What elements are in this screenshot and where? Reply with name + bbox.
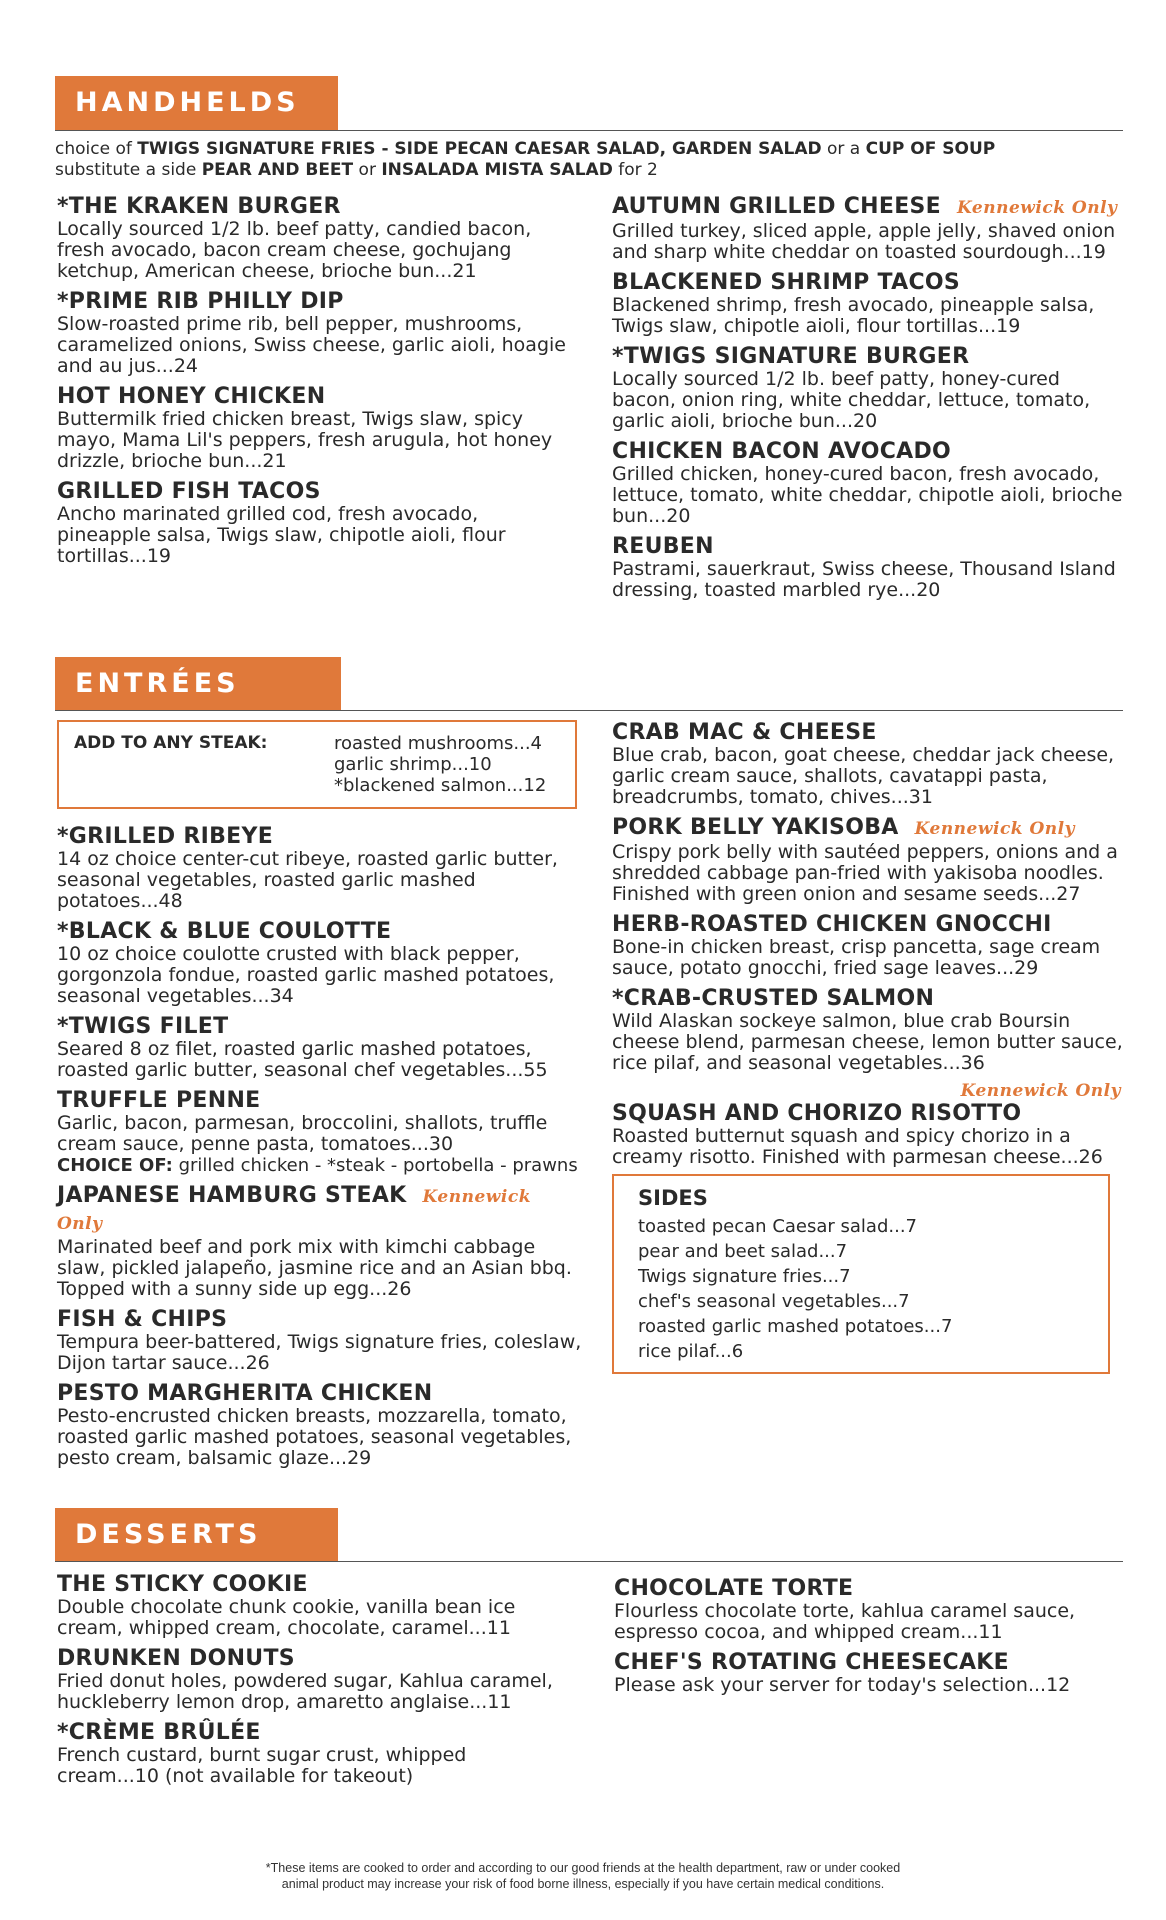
choice-text: for 2 [618,160,658,180]
item-description: 10 oz choice coulotte crusted with black pepper, gorgonzola fondue, roasted garlic mashed potatoes, seasonal vegetables...34 [57,943,555,1007]
handhelds-title: HANDHELDS [75,87,300,118]
location-tag: Kennewick Only [960,1081,1121,1101]
menu-item [612,534,1127,601]
menu-item [57,479,567,567]
menu-item [57,1307,582,1374]
menu-item [57,1014,582,1081]
item-name: *CRÈME BRÛLÉE [57,1720,261,1745]
item-name: SQUASH AND CHORIZO RISOTTO [612,1101,1022,1126]
item-name: CHICKEN BACON AVOCADO [612,439,952,464]
menu-item [57,919,582,1007]
item-description: Blackened shrimp, fresh avocado, pineapple salsa, Twigs slaw, chipotle aioli, flour tortillas...19 [612,294,1095,337]
entrees-left-column [57,824,582,1476]
menu-item [614,1576,1129,1643]
item-description: Locally sourced 1/2 lb. beef patty, candied bacon, fresh avocado, bacon cream cheese, gochujang ketchup, American cheese, brioche bun...21 [57,218,532,282]
item-name: BLACKENED SHRIMP TACOS [612,270,961,295]
entrees-right-column [612,720,1127,1175]
item-description: Pastrami, sauerkraut, Swiss cheese, Thousand Island dressing, toasted marbled rye...20 [612,558,1116,601]
item-name-text: PORK BELLY YAKISOBA [612,815,899,840]
item-description: Fried donut holes, powdered sugar, Kahlua caramel, huckleberry lemon drop, amaretto anglaise...11 [57,1670,553,1713]
item-name: CHOCOLATE TORTE [614,1576,854,1601]
item-name [612,815,1127,842]
addon-option: roasted mushrooms...4 [334,733,542,754]
item-name: CRAB MAC & CHEESE [612,720,877,745]
item-name: THE STICKY COOKIE [57,1572,308,1597]
entrees-rule [55,710,1123,711]
choice-text: choice of [55,139,132,159]
desserts-title: DESSERTS [75,1519,262,1550]
item-description: Tempura beer-battered, Twigs signature fries, coleslaw, Dijon tartar sauce...26 [57,1331,582,1374]
sides-title: SIDES [638,1186,708,1210]
menu-item [57,1183,582,1300]
location-tag: Kennewick Only [57,1187,531,1234]
handhelds-header [55,76,338,130]
item-description: Garlic, bacon, parmesan, broccolini, shallots, truffle cream sauce, penne pasta, tomatoes...30 [57,1112,548,1155]
menu-item [57,1720,582,1787]
sides-list [638,1214,952,1364]
menu-item [57,1572,582,1639]
side-item: Twigs signature fries...7 [638,1266,851,1287]
item-name: HOT HONEY CHICKEN [57,384,326,409]
menu-item [57,194,567,282]
menu-item [57,1646,582,1713]
side-item: pear and beet salad...7 [638,1241,848,1262]
steak-addons-box [57,720,577,809]
item-description: Blue crab, bacon, goat cheese, cheddar jack cheese, garlic cream sauce, shallots, cavatappi pasta, breadcrumbs, tomato, chives...31 [612,744,1115,808]
item-name: DRUNKEN DONUTS [57,1646,295,1671]
addon-option: *blackened salmon...12 [334,775,547,796]
side-item: toasted pecan Caesar salad...7 [638,1216,917,1237]
disclaimer-line: animal product may increase your risk of food borne illness, especially if you have certain medical conditions. [281,1877,885,1891]
item-name: *CRAB-CRUSTED SALMON [612,986,935,1011]
menu-item [612,439,1127,527]
item-description: Seared 8 oz filet, roasted garlic mashed potatoes, roasted garlic butter, seasonal chef vegetables...55 [57,1038,548,1081]
location-tag: Kennewick Only [914,819,1076,839]
item-name: *BLACK & BLUE COULOTTE [57,919,392,944]
item-description: 14 oz choice center-cut ribeye, roasted garlic butter, seasonal vegetables, roasted garlic mashed potatoes...48 [57,848,558,912]
entrees-title: ENTRÉES [75,668,240,699]
menu-item [612,815,1127,905]
choice-option: PEAR AND BEET [201,160,354,180]
menu-item [612,344,1127,432]
location-tag: Kennewick Only [957,198,1118,218]
item-name [612,194,1127,221]
choice-text: or a [827,139,861,159]
item-description: Flourless chocolate torte, kahlua caramel sauce, espresso cocoa, and whipped cream...11 [614,1600,1076,1643]
item-name: *TWIGS FILET [57,1014,229,1039]
choice-line-1 [55,139,1115,160]
choice-text: grilled chicken - *steak - portobella - prawns [178,1155,578,1176]
menu-item [612,720,1127,808]
item-description: Buttermilk fried chicken breast, Twigs slaw, spicy mayo, Mama Lil's peppers, fresh arugula, hot honey drizzle, brioche bun...21 [57,408,553,472]
choice-text: substitute a side [55,160,197,180]
menu-item [612,912,1127,979]
choice-text: or [358,160,376,180]
item-description: Slow-roasted prime rib, bell pepper, mushrooms, caramelized onions, Swiss cheese, garlic aioli, hoagie and au jus...24 [57,313,566,377]
item-name: *THE KRAKEN BURGER [57,194,341,219]
menu-item [57,824,582,912]
sides-box [612,1174,1110,1374]
item-description: Locally sourced 1/2 lb. beef patty, honey-cured bacon, onion ring, white cheddar, lettuce, tomato, garlic aioli, brioche bun...20 [612,368,1091,432]
steak-addons-options [334,733,546,796]
item-description: Pesto-encrusted chicken breasts, mozzarella, tomato, roasted garlic mashed potatoes, seasonal vegetables, pesto cream, balsamic glaze...29 [57,1405,572,1469]
side-item: chef's seasonal vegetables...7 [638,1291,910,1312]
item-name-text: AUTUMN GRILLED CHEESE [612,194,942,219]
side-item: rice pilaf...6 [638,1341,744,1362]
item-name: REUBEN [612,534,714,559]
menu-item [612,194,1127,263]
item-name: CHEF'S ROTATING CHEESECAKE [614,1650,1009,1675]
location-tag-row [612,1081,1127,1101]
item-name: TRUFFLE PENNE [57,1088,261,1113]
item-description: French custard, burnt sugar crust, whipped cream...10 (not available for takeout) [57,1744,467,1787]
handhelds-rule [55,130,1123,131]
choice-label: CHOICE OF: [57,1155,173,1176]
addon-option: garlic shrimp...10 [334,754,492,775]
item-description: Please ask your server for today's selection...12 [614,1674,1071,1696]
item-name [57,1183,582,1237]
steak-addons-label: ADD TO ANY STEAK: [74,733,268,753]
item-description: Crispy pork belly with sautéed peppers, onions and a shredded cabbage pan-fried with yakisoba noodles. Finished with green onion and sesame seeds...27 [612,841,1118,905]
item-name: *TWIGS SIGNATURE BURGER [612,344,970,369]
menu-item [612,270,1127,337]
item-name: PESTO MARGHERITA CHICKEN [57,1381,433,1406]
choice-option: CUP OF SOUP [865,139,996,159]
item-choice [57,1155,582,1176]
item-name: *GRILLED RIBEYE [57,824,274,849]
handhelds-left-column [57,194,567,574]
item-name: *PRIME RIB PHILLY DIP [57,289,344,314]
desserts-header [55,1508,338,1562]
item-name: FISH & CHIPS [57,1307,228,1332]
desserts-right-column [614,1576,1129,1703]
item-description: Wild Alaskan sockeye salmon, blue crab Boursin cheese blend, parmesan cheese, lemon butter sauce, rice pilaf, and seasonal vegetables...36 [612,1010,1123,1074]
choice-option: INSALADA MISTA SALAD [381,160,613,180]
menu-item [57,1088,582,1176]
item-description: Ancho marinated grilled cod, fresh avocado, pineapple salsa, Twigs slaw, chipotle aioli, flour tortillas...19 [57,503,506,567]
item-name-text: JAPANESE HAMBURG STEAK [57,1183,407,1208]
menu-item [612,1081,1127,1168]
desserts-rule [55,1561,1123,1562]
menu-item [614,1650,1129,1696]
item-name: GRILLED FISH TACOS [57,479,321,504]
choice-option: TWIGS SIGNATURE FRIES - SIDE PECAN CAESAR SALAD, GARDEN SALAD [137,139,822,159]
item-description: Marinated beef and pork mix with kimchi cabbage slaw, pickled jalapeño, jasmine rice and an Asian bbq. Topped with a sunny side up egg...26 [57,1236,572,1300]
item-description: Bone-in chicken breast, crisp pancetta, sage cream sauce, potato gnocchi, fried sage leaves...29 [612,936,1101,979]
entrees-header [55,657,341,711]
menu-item [612,986,1127,1074]
item-name: HERB-ROASTED CHICKEN GNOCCHI [612,912,1052,937]
item-description: Roasted butternut squash and spicy chorizo in a creamy risotto. Finished with parmesan cheese...26 [612,1125,1103,1168]
item-description: Double chocolate chunk cookie, vanilla bean ice cream, whipped cream, chocolate, caramel...11 [57,1596,516,1639]
choice-line-2 [55,160,1115,181]
menu-item [57,289,567,377]
item-description: Grilled chicken, honey-cured bacon, fresh avocado, lettuce, tomato, white cheddar, chipotle aioli, brioche bun...20 [612,463,1123,527]
handhelds-choice [55,139,1115,181]
side-item: roasted garlic mashed potatoes...7 [638,1316,953,1337]
desserts-left-column [57,1572,582,1794]
health-disclaimer [0,1860,1166,1892]
menu-item [57,384,567,472]
handhelds-right-column [612,194,1127,608]
menu-item [57,1381,582,1469]
item-description: Grilled turkey, sliced apple, apple jelly, shaved onion and sharp white cheddar on toasted sourdough...19 [612,220,1116,263]
disclaimer-line: *These items are cooked to order and according to our good friends at the health department, raw or under cooked [265,1861,901,1875]
